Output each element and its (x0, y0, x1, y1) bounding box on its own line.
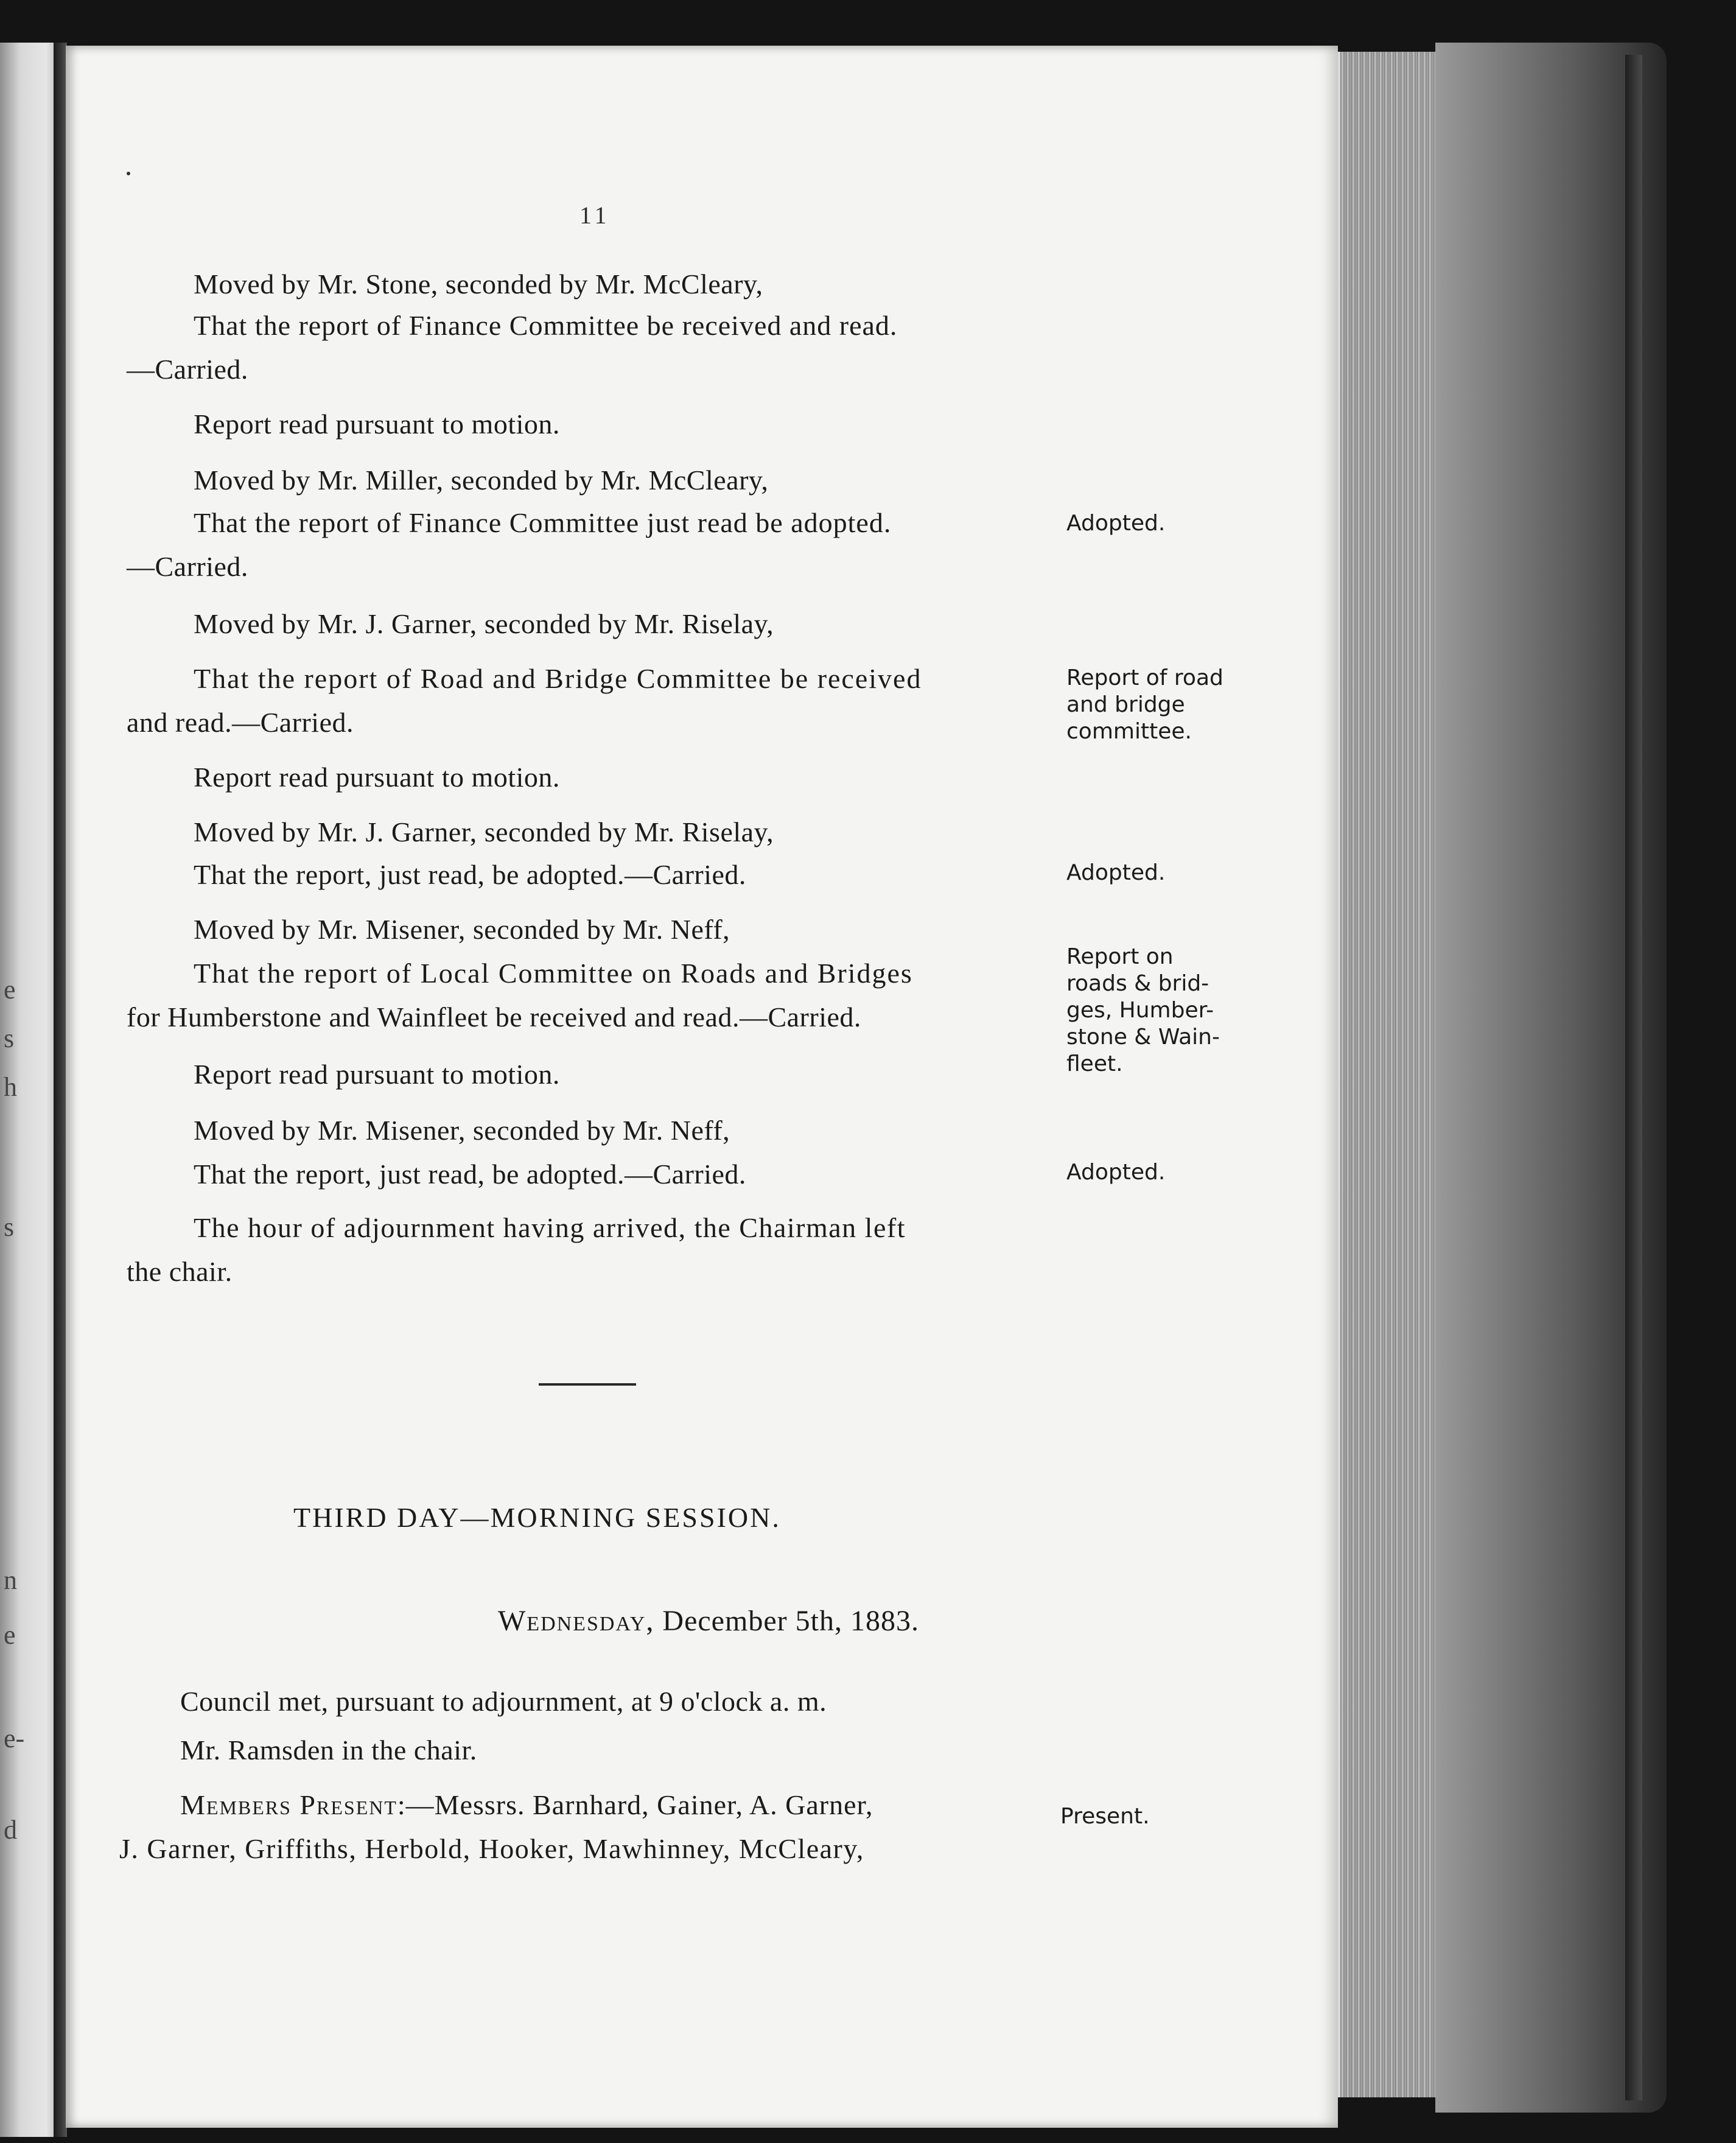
margin-note-line: ges, Humber- (1066, 998, 1214, 1023)
page-number: 11 (579, 202, 611, 229)
text-line: Moved by Mr. J. Garner, seconded by Mr. Riselay, (194, 816, 774, 847)
margin-note-line: fleet. (1066, 1051, 1123, 1076)
text-line: That the report, just read, be adopted.—Carried. (194, 1159, 746, 1190)
members-present-label: Members Present (180, 1789, 397, 1820)
text-line: That the report, just read, be adopted.—Carried. (194, 859, 746, 890)
text-line: and read.—Carried. (127, 707, 354, 738)
section-heading: THIRD DAY—MORNING SESSION. (293, 1502, 781, 1533)
margin-note-line: and bridge (1066, 692, 1185, 717)
text-line: for Humberstone and Wainfleet be received and read.—Carried. (127, 1001, 861, 1033)
text-line: The hour of adjournment having arrived, the Chairman left (194, 1212, 906, 1243)
text-line: That the report of Finance Committee be received and read. (194, 310, 898, 341)
text-line: —Carried. (127, 354, 248, 385)
margin-note-humberstone (1066, 944, 1220, 1078)
text-line: Moved by Mr. J. Garner, seconded by Mr. Riselay, (194, 608, 774, 639)
dateline-day: Wednesday, (498, 1605, 655, 1637)
margin-note-line: roads & brid- (1066, 971, 1209, 996)
dateline-date: December 5th, 1883. (662, 1605, 919, 1637)
margin-note-adopted: Adopted. (1066, 511, 1166, 536)
ink-speck (127, 172, 130, 175)
margin-note-road-bridge (1066, 665, 1223, 745)
book-gutter (54, 43, 67, 2137)
session-dateline (498, 1604, 919, 1638)
margin-note-line: committee. (1066, 719, 1192, 744)
edge-glyph: s (4, 1212, 15, 1242)
text-line: That the report of Local Committee on Roads and Bridges (194, 958, 913, 989)
members-present-line (180, 1789, 873, 1821)
text-line: That the report of Road and Bridge Committee be received (194, 663, 922, 694)
section-divider (539, 1383, 636, 1386)
text-line: the chair. (127, 1256, 233, 1287)
edge-glyph: e (4, 975, 16, 1005)
members-present-names: :—Messrs. Barnhard, Gainer, A. Garner, (397, 1789, 873, 1820)
book-cover-edge (1435, 43, 1667, 2113)
margin-note-adopted: Adopted. (1066, 860, 1166, 885)
text-line: Report read pursuant to motion. (194, 1059, 560, 1090)
margin-note-present: Present. (1060, 1804, 1150, 1829)
text-line: Report read pursuant to motion. (194, 762, 560, 793)
margin-note-adopted: Adopted. (1066, 1160, 1166, 1185)
text-line: Moved by Mr. Miller, seconded by Mr. McCleary, (194, 465, 769, 496)
text-line: Report read pursuant to motion. (194, 409, 560, 440)
edge-glyph: e- (4, 1724, 25, 1753)
edge-glyph: s (4, 1023, 15, 1053)
facing-page-edge (0, 43, 58, 2137)
text-line: Moved by Mr. Stone, seconded by Mr. McCleary, (194, 268, 763, 300)
margin-note-line: Report on (1066, 944, 1174, 969)
text-line: J. Garner, Griffiths, Herbold, Hooker, Mawhinney, McCleary, (119, 1833, 864, 1864)
text-line: That the report of Finance Committee just read be adopted. (194, 507, 892, 538)
edge-glyph: e (4, 1620, 16, 1650)
edge-glyph: d (4, 1815, 17, 1845)
text-line: —Carried. (127, 551, 248, 582)
margin-note-line: Report of road (1066, 665, 1223, 690)
page-stack-edge (1338, 52, 1438, 2097)
text-line: Moved by Mr. Misener, seconded by Mr. Neff, (194, 1115, 730, 1146)
edge-glyph: h (4, 1072, 17, 1102)
text-line: Mr. Ramsden in the chair. (180, 1734, 477, 1766)
edge-glyph: n (4, 1565, 17, 1595)
margin-note-line: stone & Wain- (1066, 1025, 1220, 1050)
text-line: Council met, pursuant to adjournment, at 9 o'clock a. m. (180, 1686, 827, 1717)
text-line: Moved by Mr. Misener, seconded by Mr. Neff, (194, 914, 730, 945)
